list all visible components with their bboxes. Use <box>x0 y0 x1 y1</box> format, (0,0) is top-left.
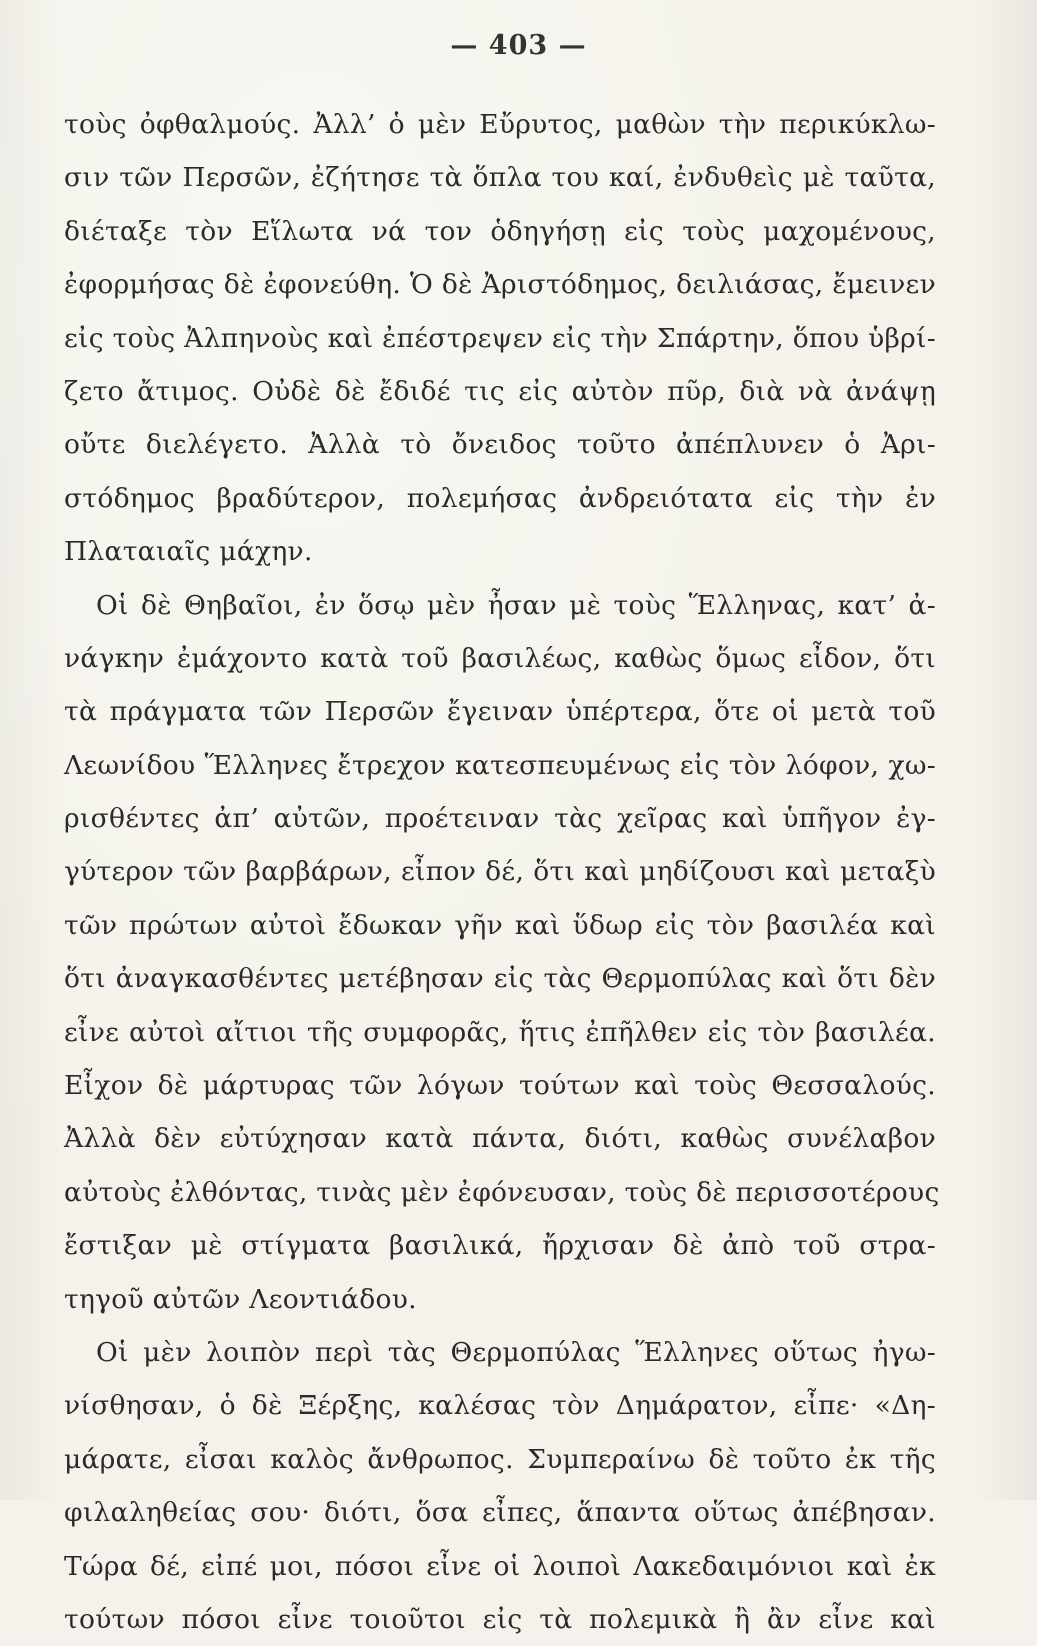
text-line: μάρατε, εἶσαι καλὸς ἄνθρωπος. Συμπεραίνω δὲ τοῦτο ἐκ τῆς <box>64 1443 936 1475</box>
text-line: Ἀλλὰ δὲν εὐτύχησαν κατὰ πάντα, διότι, καθὼς συνέλαβον <box>64 1123 936 1155</box>
text-line: τῶν πρώτων αὐτοὶ ἔδωκαν γῆν καὶ ὕδωρ εἰς τὸν βασιλέα καὶ <box>64 909 936 941</box>
text-line: ἐφορμήσας δὲ ἐφονεύθη. Ὁ δὲ Ἀριστόδημος, δειλιάσας, ἔμεινεν <box>64 269 936 301</box>
text-line: Οἱ μὲν λοιπὸν περὶ τὰς Θερμοπύλας Ἕλληνες οὕτως ἠγω- <box>96 1336 936 1368</box>
text-line: γύτερον τῶν βαρβάρων, εἶπον δέ, ὅτι καὶ μηδίζουσι καὶ μεταξὺ <box>64 856 936 888</box>
text-line: ὅτι ἀναγκασθέντες μετέβησαν εἰς τὰς Θερμοπύλας καὶ ὅτι δὲν <box>64 963 936 995</box>
text-line: Εἶχον δὲ μάρτυρας τῶν λόγων τούτων καὶ τοὺς Θεσσαλούς. <box>64 1070 936 1102</box>
text-line: ζετο ἄτιμος. Οὐδὲ δὲ ἔδιδέ τις εἰς αὐτὸν πῦρ, διὰ νὰ ἀνάψῃ <box>64 375 936 407</box>
text-line: τοὺς ὀφθαλμούς. Ἀλλ’ ὁ μὲν Εὔρυτος, μαθὼν τὴν περικύκλω- <box>64 109 936 140</box>
text-line: σιν τῶν Περσῶν, ἐζήτησε τὰ ὅπλα του καί, ἐνδυθεὶς μὲ ταῦτα, <box>64 162 936 194</box>
text-line: οὔτε διελέγετο. Ἀλλὰ τὸ ὄνειδος τοῦτο ἀπέπλυνεν ὁ Ἀρι- <box>64 429 936 461</box>
text-line: Πλαταιαῖς μάχην. <box>64 536 313 568</box>
page-number: — 403 — <box>450 30 587 61</box>
text-line: ἔστιξαν μὲ στίγματα βασιλικά, ἤρχισαν δὲ ἀπὸ τοῦ στρα- <box>64 1230 936 1262</box>
text-line: Τώρα δέ, εἰπέ μοι, πόσοι εἶνε οἱ λοιποὶ Λακεδαιμόνιοι καὶ ἐκ <box>64 1550 936 1582</box>
text-line: τηγοῦ αὐτῶν Λεοντιάδου. <box>64 1283 417 1315</box>
text-line: εἶνε αὐτοὶ αἴτιοι τῆς συμφορᾶς, ἥτις ἐπῆλθεν εἰς τὸν βασιλέα. <box>64 1016 936 1048</box>
text-line: τὰ πράγματα τῶν Περσῶν ἔγειναν ὑπέρτερα, ὅτε οἱ μετὰ τοῦ <box>64 696 936 728</box>
text-line: διέταξε τὸν Εἵλωτα νά τον ὁδηγήσῃ εἰς τοὺς μαχομένους, <box>64 215 936 247</box>
text-line: Οἱ δὲ Θηβαῖοι, ἐν ὅσῳ μὲν ἦσαν μὲ τοὺς Ἕλληνας, κατ’ ἀ- <box>96 589 936 621</box>
body-text <box>64 98 940 1646</box>
text-line: νάγκην ἐμάχοντο κατὰ τοῦ βασιλέως, καθὼς ὅμως εἶδον, ὅτι <box>64 642 936 674</box>
text-line: Λεωνίδου Ἕλληνες ἔτρεχον κατεσπευμένως εἰς τὸν λόφον, χω- <box>64 749 936 781</box>
text-line: τούτων πόσοι εἶνε τοιοῦτοι εἰς τὰ πολεμικὰ ἢ ἂν εἶνε καὶ <box>64 1603 936 1635</box>
text-line: εἰς τοὺς Ἀλπηνοὺς καὶ ἐπέστρεψεν εἰς τὴν Σπάρτην, ὅπου ὑβρί- <box>64 322 936 354</box>
text-line: στόδημος βραδύτερον, πολεμήσας ἀνδρειότατα εἰς τὴν ἐν <box>64 482 936 514</box>
text-line: ρισθέντες ἀπ’ αὐτῶν, προέτειναν τὰς χεῖρας καὶ ὑπῆγον ἐγ- <box>64 803 936 835</box>
text-line: φιλαληθείας σου· διότι, ὅσα εἶπες, ἅπαντα οὕτως ἀπέβησαν. <box>64 1497 936 1529</box>
text-line: νίσθησαν, ὁ δὲ Ξέρξης, καλέσας τὸν Δημάρατον, εἶπε· «Δη- <box>64 1390 936 1422</box>
text-line: αὐτοὺς ἐλθόντας, τινὰς μὲν ἐφόνευσαν, τοὺς δὲ περισσοτέρους <box>64 1176 940 1208</box>
